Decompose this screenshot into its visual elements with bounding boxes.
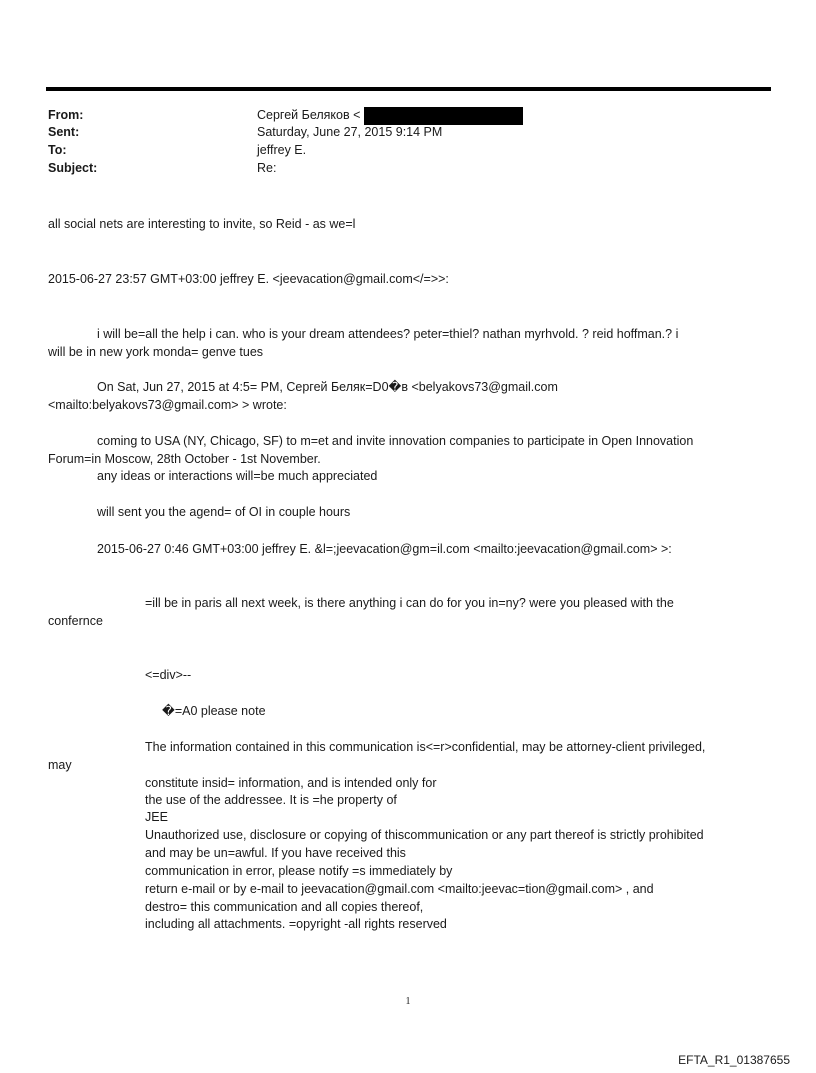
to-label: To: xyxy=(48,143,67,157)
disclaimer-line: return e-mail or by e-mail to jeevacation@gmail.com <mailto:jeevac=tion@gmail.com> , and xyxy=(145,882,654,896)
body-line: <=div>-- xyxy=(145,668,192,682)
disclaimer-line: constitute insid= information, and is intended only for xyxy=(145,776,437,790)
disclaimer-line: the use of the addressee. It is =he property of xyxy=(145,793,397,807)
body-line: will sent you the agend= of OI in couple hours xyxy=(97,505,351,519)
redaction-bar xyxy=(364,107,523,125)
body-line: i will be=all the help i can. who is your dream attendees? peter=thiel? nathan myrhvold. ? reid hoffman.? i xyxy=(97,327,679,341)
body-line: On Sat, Jun 27, 2015 at 4:5= PM, Сергей Беляк=D0�в <belyakovs73@gmail.com xyxy=(97,380,558,394)
body-line: 2015-06-27 0:46 GMT+03:00 jeffrey E. &l=;jeevacation@gm=il.com <mailto:jeevacation@gmail.com> >: xyxy=(97,542,672,556)
disclaimer-line: destro= this communication and all copies thereof, xyxy=(145,900,424,914)
body-line: will be in new york monda= genve tues xyxy=(48,345,264,359)
to-value: jeffrey E. xyxy=(257,143,307,157)
body-line: �=A0 please note xyxy=(162,704,266,718)
body-line: =ill be in paris all next week, is there anything i can do for you in=ny? were you pleased with the xyxy=(145,596,674,610)
sent-label: Sent: xyxy=(48,125,80,139)
from-value: Сергей Беляков < xyxy=(257,108,361,122)
disclaimer-line: may xyxy=(48,758,72,772)
body-line: Forum=in Moscow, 28th October - 1st November. xyxy=(48,452,321,466)
disclaimer-line: Unauthorized use, disclosure or copying of thiscommunication or any part thereof is strictly prohibited xyxy=(145,828,704,842)
body-line: 2015-06-27 23:57 GMT+03:00 jeffrey E. <jeevacation@gmail.com</=>>: xyxy=(48,272,449,286)
body-line: coming to USA (NY, Chicago, SF) to m=et and invite innovation companies to participate in Open Innovation xyxy=(97,434,694,448)
page-number: 1 xyxy=(405,996,411,1007)
body-line: all social nets are interesting to invite, so Reid - as we=l xyxy=(48,217,356,231)
disclaimer-line: communication in error, please notify =s immediately by xyxy=(145,864,453,878)
bates-number: EFTA_R1_01387655 xyxy=(678,1053,790,1067)
sent-value: Saturday, June 27, 2015 9:14 PM xyxy=(257,125,443,139)
body-line: <mailto:belyakovs73@gmail.com> > wrote: xyxy=(48,398,287,412)
disclaimer-line: including all attachments. =opyright -all rights reserved xyxy=(145,917,447,931)
subject-value: Re: xyxy=(257,161,277,175)
disclaimer-line: and may be un=awful. If you have received this xyxy=(145,846,406,860)
header-rule xyxy=(46,87,771,91)
from-label: From: xyxy=(48,108,84,122)
body-line: confernce xyxy=(48,614,103,628)
disclaimer-line: The information contained in this communication is<=r>confidential, may be attorney-client privileged, xyxy=(145,740,706,754)
body-line: any ideas or interactions will=be much appreciated xyxy=(97,469,378,483)
subject-label: Subject: xyxy=(48,161,98,175)
disclaimer-line: JEE xyxy=(145,810,168,824)
